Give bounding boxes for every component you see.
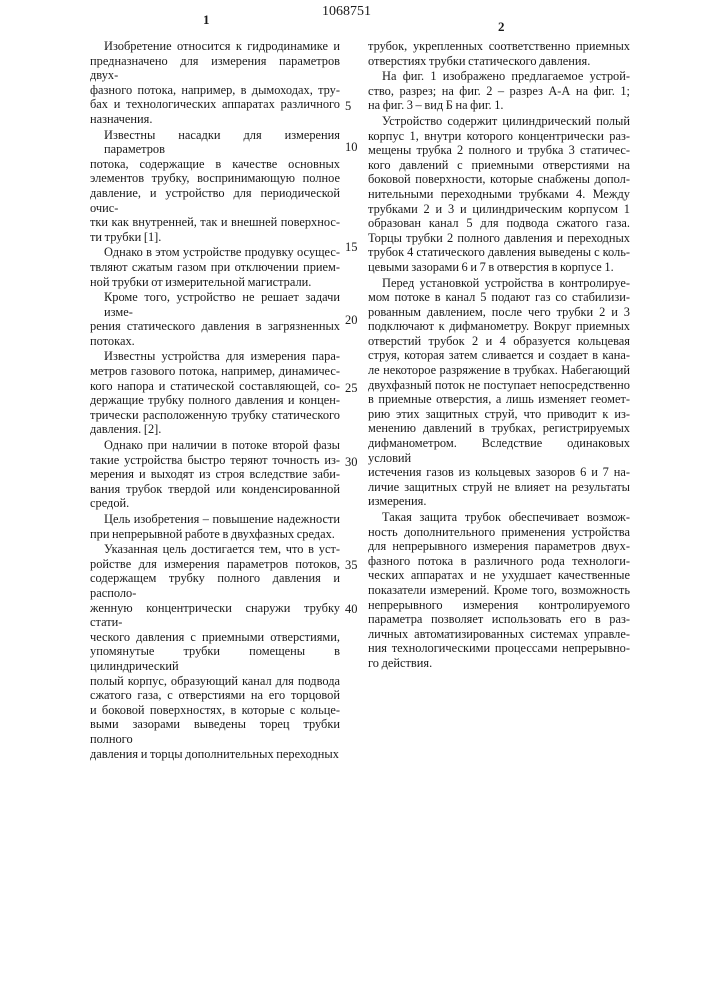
text-line: менению давлений в трубках, регистрируемых: [368, 421, 630, 436]
text-line: сжатого газа, с отверстиями на его торцовой: [90, 688, 340, 703]
text-line: Перед установкой устройства в контролируе-: [368, 276, 630, 291]
text-line: средой.: [90, 496, 340, 511]
text-line: Изобретение относится к гидродинамике и: [90, 39, 340, 54]
text-line: Кроме того, устройство не решает задачи изме-: [90, 290, 340, 319]
text-line: элементов трубку, воспринимающую полное: [90, 171, 340, 186]
line-number: 10: [345, 140, 358, 154]
text-line: давления. [2].: [90, 422, 340, 437]
paragraph: [90, 349, 340, 437]
text-line: мом потоке в канал 5 подают газ со стабилизи-: [368, 290, 630, 305]
text-line: рованным давлением, после чего трубки 2 и 3: [368, 305, 630, 320]
text-line: корпус 1, внутри которого концентрически раз-: [368, 129, 630, 144]
text-line: цевыми зазорами 6 и 7 в отверстия в корпусе 1.: [368, 260, 630, 275]
text-line: ройстве для измерения параметров потоков,: [90, 557, 340, 572]
text-line: фазного потока, например, в дымоходах, тру-: [90, 83, 340, 98]
text-line: подключают к дифманометру. Вокруг приемных: [368, 319, 630, 334]
text-line: мещены трубка 2 полного и трубка 3 статичес-: [368, 143, 630, 158]
text-line: твляют сжатым газом при отключении прием-: [90, 260, 340, 275]
left-column: [90, 39, 340, 762]
text-line: вания трубок твердой или конденсированной: [90, 482, 340, 497]
text-line: держащие трубку полного давления и концен-: [90, 393, 340, 408]
text-line: струя, которая затем сливается и создает в кана-: [368, 348, 630, 363]
text-line: Известны насадки для измерения параметров: [90, 128, 340, 157]
text-line: ческих аппаратах и не ухудшает качественные: [368, 568, 630, 583]
paragraph: [90, 39, 340, 127]
text-line: Такая защита трубок обеспечивает возмож-: [368, 510, 630, 525]
text-line: двухфазный поток не поступает непосредственно: [368, 378, 630, 393]
text-line: дифманометром. Вследствие одинаковых условий: [368, 436, 630, 465]
paragraph: [368, 114, 630, 275]
text-line: мерения и выходят из строя вследствие заби-: [90, 467, 340, 482]
text-line: ле некоторое разряжение в трубках. Набегающий: [368, 363, 630, 378]
text-line: Указанная цель достигается тем, что в уст-: [90, 542, 340, 557]
paragraph: [90, 245, 340, 289]
text-line: кого напора и статической составляющей, со-: [90, 379, 340, 394]
text-line: ство, разрез; на фиг. 2 – разрез А-А на фиг. 1;: [368, 84, 630, 99]
text-line: полый корпус, образующий канал для подвода: [90, 674, 340, 689]
text-line: предназначено для измерения параметров двух-: [90, 54, 340, 83]
text-line: женную концентрически снаружи трубку стати-: [90, 601, 340, 630]
text-line: рения статического давления в загрязненных: [90, 319, 340, 334]
text-line: отверстий трубок 2 и 4 образуется кольцевая: [368, 334, 630, 349]
page-number-right: 2: [498, 19, 505, 35]
line-number: 25: [345, 381, 358, 395]
text-line: ность дополнительного применения устройства: [368, 525, 630, 540]
text-line: личие защитных струй не влияет на результаты: [368, 480, 630, 495]
text-line: трубками 2 и 3 и цилиндрическим корпусом 1: [368, 202, 630, 217]
paragraph: [368, 69, 630, 113]
text-line: отверстиях трубки статического давления.: [368, 54, 630, 69]
text-line: го действия.: [368, 656, 630, 671]
paragraph: [90, 128, 340, 245]
text-line: Известны устройства для измерения пара-: [90, 349, 340, 364]
text-line: упомянутые трубки помещены в цилиндрический: [90, 644, 340, 673]
line-number: 5: [345, 99, 351, 113]
line-number: 35: [345, 558, 358, 572]
line-number: 40: [345, 602, 358, 616]
page-number-left: 1: [203, 12, 210, 28]
text-line: метров газового потока, например, динамичес-: [90, 364, 340, 379]
text-line: образован канал 5 для подвода сжатого газа.: [368, 216, 630, 231]
text-line: назначения.: [90, 112, 340, 127]
line-number: 20: [345, 313, 358, 327]
text-line: для непрерывного измерения параметров двух-: [368, 539, 630, 554]
text-line: ти трубки [1].: [90, 230, 340, 245]
line-number: 30: [345, 455, 358, 469]
text-line: и боковой поверхностях, в которые с кольце-: [90, 703, 340, 718]
line-number: 15: [345, 240, 358, 254]
paragraph: [368, 276, 630, 510]
text-line: Устройство содержит цилиндрический полый: [368, 114, 630, 129]
paragraph: [368, 39, 630, 68]
text-line: Цель изобретения – повышение надежности: [90, 512, 340, 527]
text-line: ной трубки от измерительной магистрали.: [90, 275, 340, 290]
text-line: параметра позволяет использовать его в раз-: [368, 612, 630, 627]
text-line: потока, содержащие в качестве основных: [90, 157, 340, 172]
text-line: тки как внутренней, так и внешней поверхнос-: [90, 215, 340, 230]
text-line: такие устройства быстро теряют точность из-: [90, 453, 340, 468]
text-line: кого давлений с приемными отверстиями на: [368, 158, 630, 173]
text-line: боковой поверхности, которые снабжены допол-: [368, 172, 630, 187]
text-line: на фиг. 3 – вид Б на фиг. 1.: [368, 98, 630, 113]
text-line: ния технологическими процессами непрерывно-: [368, 641, 630, 656]
text-line: трубок 4 статического давления выведены с коль-: [368, 245, 630, 260]
text-line: трубок, укрепленных соответственно приемных: [368, 39, 630, 54]
text-line: бах и технологических аппаратах различного: [90, 97, 340, 112]
text-line: Однако в этом устройстве продувку осущес-: [90, 245, 340, 260]
text-line: фазного потока в различного рода технологи-: [368, 554, 630, 569]
text-line: личных автоматизированных системах управле-: [368, 627, 630, 642]
text-line: рию этих защитных струй, что приводит к из-: [368, 407, 630, 422]
text-line: На фиг. 1 изображено предлагаемое устрой-: [368, 69, 630, 84]
paragraph: [90, 290, 340, 348]
paragraph: [90, 438, 340, 511]
text-line: в приемные отверстия, а лишь изменяет геомет-: [368, 392, 630, 407]
paragraph: [90, 512, 340, 541]
text-line: измерения.: [368, 494, 630, 509]
text-line: выми зазорами выведены торец трубки полного: [90, 717, 340, 746]
text-line: ческого давления с приемными отверстиями,: [90, 630, 340, 645]
text-line: трически расположенную трубку статического: [90, 408, 340, 423]
text-line: непрерывного измерения контролируемого: [368, 598, 630, 613]
text-line: показатели измерений. Кроме того, возможность: [368, 583, 630, 598]
right-column: [368, 39, 630, 672]
text-line: давления и торцы дополнительных переходных: [90, 747, 340, 762]
text-line: потоках.: [90, 334, 340, 349]
text-line: истечения газов из кольцевых зазоров 6 и 7 на-: [368, 465, 630, 480]
patent-number: 1068751: [322, 4, 371, 20]
text-line: Торцы трубки 2 полного давления и переходных: [368, 231, 630, 246]
paragraph: [368, 510, 630, 671]
paragraph: [90, 542, 340, 761]
text-line: нительными переходными трубками 4. Между: [368, 187, 630, 202]
text-line: давление, и устройство для периодической очис-: [90, 186, 340, 215]
text-line: содержащем трубку полного давления и располо-: [90, 571, 340, 600]
text-line: Однако при наличии в потоке второй фазы: [90, 438, 340, 453]
text-line: при непрерывной работе в двухфазных средах.: [90, 527, 340, 542]
